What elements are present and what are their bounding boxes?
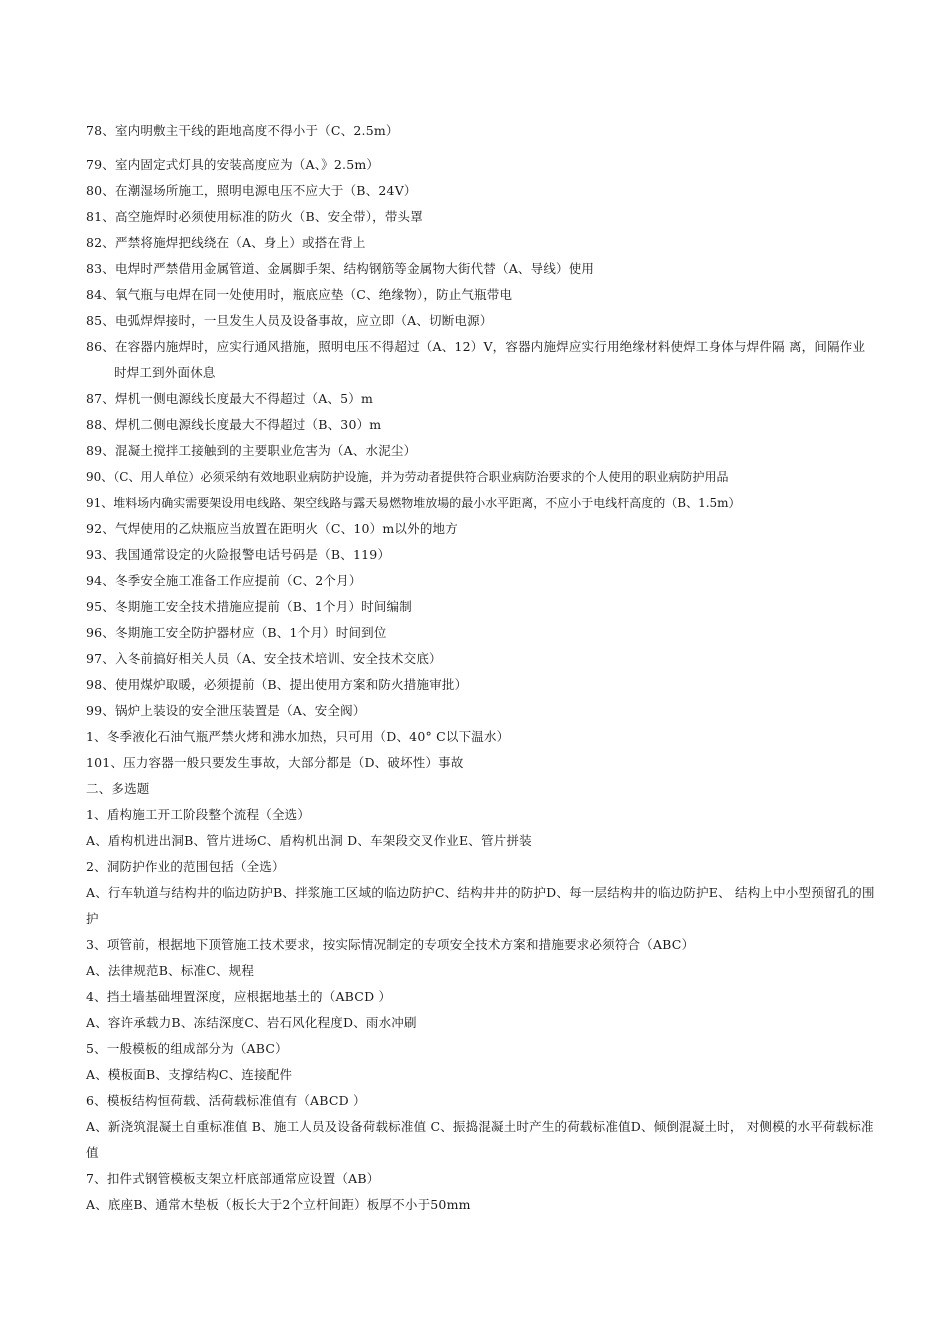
question-80: 80、在潮湿场所施工，照明电源电压不应大于（B、24V） — [86, 183, 417, 198]
question-95: 95、冬期施工安全技术措施应提前（B、1个月）时间编制 — [86, 599, 412, 614]
mc-answer-3: A、法律规范B、标准C、规程 — [86, 963, 255, 978]
question-89: 89、混凝土搅拌工接触到的主要职业危害为（A、水泥尘） — [86, 443, 417, 458]
question-92: 92、气焊使用的乙炔瓶应当放置在距明火（C、10）m以外的地方 — [86, 521, 458, 536]
mc-question-1: 1、盾构施工开工阶段整个流程（全选） — [86, 807, 311, 822]
question-98: 98、使用煤炉取暖，必须提前（B、提出使用方案和防火措施审批） — [86, 677, 468, 692]
question-79: 79、室内固定式灯具的安装高度应为（A、》2.5m） — [86, 157, 380, 172]
question-78: 78、室内明敷主干线的距地高度不得小于（C、2.5m） — [86, 123, 399, 138]
question-101: 101、压力容器一般只要发生事故，大部分都是（D、破坏性）事故 — [86, 755, 464, 770]
question-86: 86、在容器内施焊时，应实行通风措施，照明电压不得超过（A、12）V，容器内施焊应实行用绝缘材料使焊工身体与焊件隔 离，间隔作业时焊工到外面休息 — [86, 339, 866, 380]
question-96: 96、冬期施工安全防护器材应（B、1个月）时间到位 — [86, 625, 387, 640]
question-87: 87、焊机一侧电源线长度最大不得超过（A、5）m — [86, 391, 374, 406]
mc-question-2: 2、洞防护作业的范围包括（全选） — [86, 859, 285, 874]
question-85: 85、电弧焊焊接时，一旦发生人员及设备事故，应立即（A、切断电源） — [86, 313, 493, 328]
question-99: 99、锅炉上装设的安全泄压装置是（A、安全阀） — [86, 703, 366, 718]
question-91: 91、堆料场内确实需要架设用电线路、架空线路与露天易燃物堆放場的最小水平距离，不应小于电线杆高度的（B、1.5m） — [86, 496, 741, 510]
mc-answer-7: A、底座B、通常木垫板（板长大于2个立杆间距）板厚不小于50mm — [86, 1197, 471, 1212]
question-90: 90、（C、用人单位）必须采纳有效地职业病防护设施，并为劳动者提供符合职业病防治要求的个人使用的职业病防护用品 — [86, 470, 729, 484]
mc-question-6: 6、模板结构恒荷载、活荷载标准值有（ABCD ） — [86, 1093, 366, 1108]
question-88: 88、焊机二侧电源线长度最大不得超过（B、30）m — [86, 417, 382, 432]
question-82: 82、严禁将施焊把线绕在（A、身上）或搭在背上 — [86, 235, 366, 250]
mc-answer-2: A、行车轨道与结构井的临边防护B、拌浆施工区域的临边防护C、结构井井的防护D、每一层结构井的临边防护E、 结构上中小型预留孔的围护 — [86, 885, 875, 926]
question-94: 94、冬季安全施工准备工作应提前（C、2个月） — [86, 573, 362, 588]
question-84: 84、氧气瓶与电焊在同一处使用时，瓶底应垫（C、绝缘物），防止气瓶带电 — [86, 287, 513, 302]
question-83: 83、电焊时严禁借用金属管道、金属脚手架、结构钢筋等金属物大街代替（A、导线）使用 — [86, 261, 595, 276]
mc-question-5: 5、一般模板的组成部分为（ABC） — [86, 1041, 288, 1056]
question-100: 1、冬季液化石油气瓶严禁火烤和沸水加热，只可用（D、40° C以下温水） — [86, 729, 510, 744]
section-heading-multiple-choice: 二、多选题 — [86, 781, 150, 796]
mc-question-3: 3、项管前，根据地下顶管施工技术要求，按实际情况制定的专项安全技术方案和措施要求必须符合（ABC） — [86, 937, 695, 952]
mc-answer-4: A、容许承载力B、冻结深度C、岩石风化程度D、雨水冲刷 — [86, 1015, 417, 1030]
mc-question-7: 7、扣件式钢管模板支架立杆底部通常应设置（AB） — [86, 1171, 380, 1186]
mc-answer-6: A、新浇筑混凝土自重标准值 B、施工人员及设备荷载标准值 C、振捣混凝土时产生的荷载标准值D、倾倒混凝土时， 对侧模的水平荷载标准值 — [86, 1119, 874, 1160]
question-93: 93、我国通常设定的火险报警电话号码是（B、119） — [86, 547, 391, 562]
mc-answer-1: A、盾构机进出洞B、管片进场C、盾构机出洞 D、车架段交叉作业E、管片拼装 — [86, 833, 532, 848]
question-81: 81、高空施焊时必须使用标准的防火（B、安全带），带头罩 — [86, 209, 423, 224]
question-97: 97、入冬前搞好相关人员（A、安全技术培训、安全技术交底） — [86, 651, 442, 666]
document-body — [86, 118, 876, 1218]
mc-question-4: 4、挡土墙基础埋置深度，应根据地基土的（ABCD ） — [86, 989, 392, 1004]
mc-answer-5: A、模板面B、支撑结构C、连接配件 — [86, 1067, 293, 1082]
